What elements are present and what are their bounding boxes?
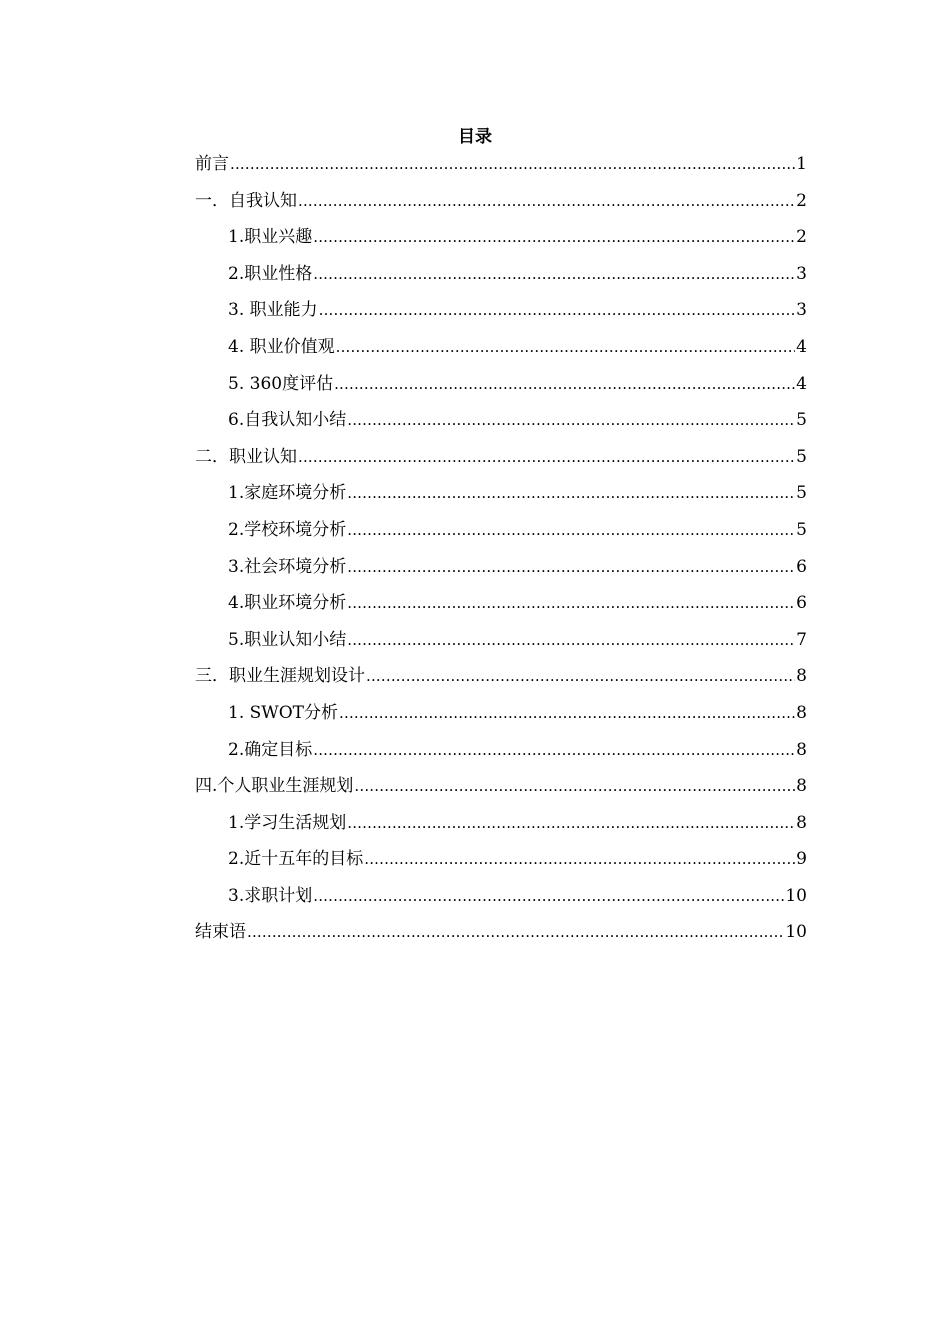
toc-entry[interactable] [195, 516, 807, 553]
toc-dot-leader [366, 664, 795, 688]
toc-entry[interactable] [195, 918, 807, 955]
toc-entry[interactable] [195, 845, 807, 882]
toc-entry-page: 4 [796, 373, 807, 394]
toc-entry-page: 7 [796, 629, 807, 650]
toc-entry[interactable] [195, 296, 807, 333]
toc-entry-page: 6 [796, 593, 807, 614]
toc-entry-page: 9 [796, 849, 807, 870]
toc-entry-page: 5 [796, 410, 807, 431]
toc-entry-label: 结束语 [195, 922, 246, 943]
toc-dot-leader [298, 189, 795, 213]
toc-dot-leader [347, 481, 795, 505]
toc-entry[interactable] [195, 187, 807, 224]
toc-entry[interactable] [195, 333, 807, 370]
toc-dot-leader [313, 738, 795, 762]
toc-entry-page: 8 [796, 812, 807, 833]
table-of-contents [195, 150, 807, 955]
toc-dot-leader [319, 298, 796, 322]
toc-entry-label: 一．自我认知 [195, 190, 297, 211]
toc-entry[interactable] [195, 260, 807, 297]
toc-entry[interactable] [195, 370, 807, 407]
toc-entry-page: 10 [785, 922, 807, 943]
toc-dot-leader [339, 701, 795, 725]
toc-entry-label: 三．职业生涯规划设计 [195, 666, 365, 687]
toc-dot-leader [364, 847, 795, 871]
toc-entry-page: 2 [796, 190, 807, 211]
toc-dot-leader [230, 152, 795, 176]
toc-entry-label: 6.自我认知小结 [228, 410, 347, 431]
toc-entry-label: 1.学习生活规划 [228, 812, 347, 833]
toc-entry-label: 2.确定目标 [228, 739, 313, 760]
toc-entry-page: 2 [796, 227, 807, 248]
toc-entry-label: 3.社会环境分析 [228, 556, 347, 577]
toc-entry[interactable] [195, 406, 807, 443]
toc-dot-leader [313, 262, 795, 286]
toc-dot-leader [347, 408, 795, 432]
toc-entry[interactable] [195, 882, 807, 919]
toc-entry-label: 前言 [195, 154, 229, 174]
toc-entry-label: 1.职业兴趣 [228, 227, 313, 248]
toc-entry-label: 1. SWOT分析 [228, 702, 339, 723]
toc-entry-label: 四.个人职业生涯规划 [195, 776, 354, 797]
toc-entry-label: 5. 360度评估 [228, 373, 334, 394]
toc-entry-page: 10 [785, 885, 807, 906]
toc-title: 目录 [458, 127, 492, 147]
toc-entry-page: 5 [796, 446, 807, 467]
toc-entry[interactable] [195, 662, 807, 699]
toc-dot-leader [334, 372, 795, 396]
toc-dot-leader [347, 628, 795, 652]
toc-entry-page: 3 [796, 263, 807, 284]
toc-entry[interactable] [195, 223, 807, 260]
toc-dot-leader [347, 591, 795, 615]
toc-dot-leader [347, 518, 795, 542]
toc-entry-page: 5 [796, 519, 807, 540]
toc-entry[interactable] [195, 553, 807, 590]
toc-entry-page: 8 [796, 666, 807, 687]
toc-entry-label: 5.职业认知小结 [228, 629, 347, 650]
toc-entry[interactable] [195, 479, 807, 516]
toc-entry-page: 8 [796, 702, 807, 723]
toc-entry-label: 1.家庭环境分析 [228, 483, 347, 504]
toc-entry-page: 6 [796, 556, 807, 577]
toc-entry-page: 3 [796, 300, 807, 321]
toc-entry-page: 8 [796, 776, 807, 797]
toc-entry[interactable] [195, 772, 807, 809]
toc-entry[interactable] [195, 626, 807, 663]
toc-entry[interactable] [195, 443, 807, 480]
toc-entry-page: 1 [796, 154, 807, 174]
toc-entry[interactable] [195, 589, 807, 626]
toc-entry[interactable] [195, 699, 807, 736]
toc-entry-label: 4. 职业价值观 [228, 336, 335, 357]
toc-entry[interactable] [195, 150, 807, 187]
toc-dot-leader [347, 555, 795, 579]
toc-entry-label: 2.近十五年的目标 [228, 849, 364, 870]
toc-dot-leader [347, 811, 795, 835]
toc-entry-label: 2.职业性格 [228, 263, 313, 284]
toc-entry-label: 3. 职业能力 [228, 300, 318, 321]
toc-entry-page: 5 [796, 483, 807, 504]
toc-entry-label: 2.学校环境分析 [228, 519, 347, 540]
toc-dot-leader [354, 774, 795, 798]
toc-entry-label: 4.职业环境分析 [228, 593, 347, 614]
toc-dot-leader [313, 884, 784, 908]
toc-dot-leader [336, 335, 796, 359]
toc-entry-label: 3.求职计划 [228, 885, 313, 906]
toc-entry[interactable] [195, 736, 807, 773]
toc-dot-leader [247, 920, 784, 944]
toc-entry-label: 二．职业认知 [195, 446, 297, 467]
toc-entry-page: 4 [796, 336, 807, 357]
toc-dot-leader [313, 225, 795, 249]
toc-entry-page: 8 [796, 739, 807, 760]
toc-entry[interactable] [195, 809, 807, 846]
toc-dot-leader [298, 445, 795, 469]
